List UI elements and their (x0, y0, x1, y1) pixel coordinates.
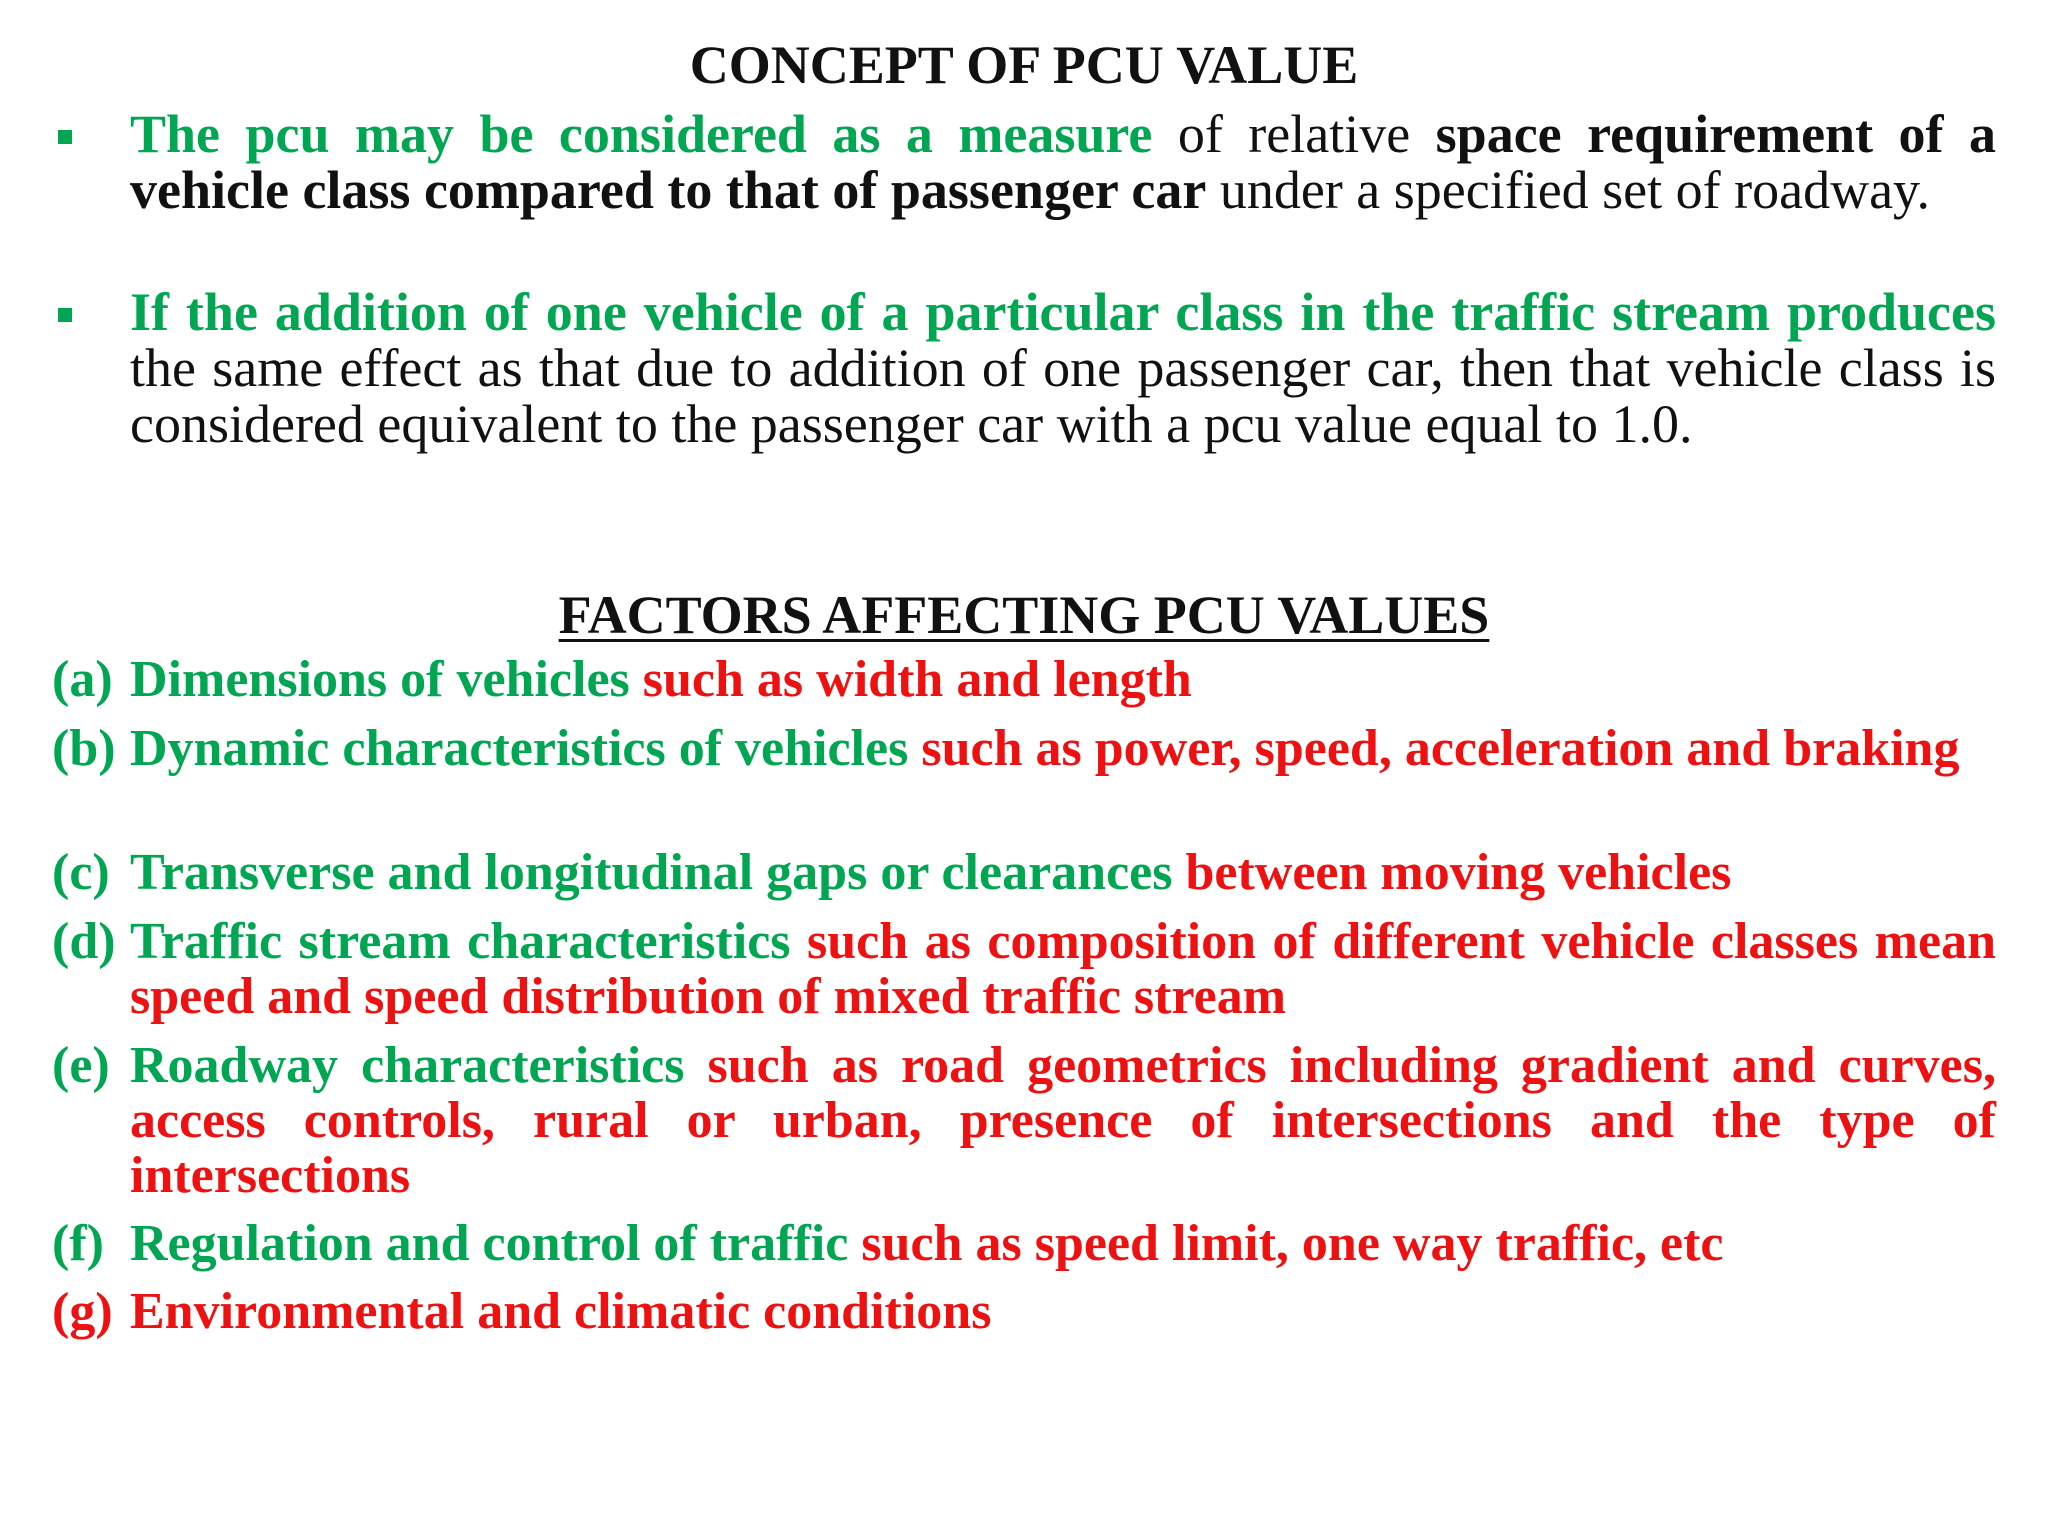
factor-heading: Traffic stream characteristics (130, 913, 791, 970)
factor-heading: Regulation and control of traffic (130, 1215, 849, 1272)
factor-item-a (52, 652, 1996, 707)
bullet-2-green-text: If the addition of one vehicle of a particular class in the traffic stream produces (130, 282, 1996, 342)
factor-heading: Dimensions of vehicles (130, 651, 630, 708)
factor-item-d (52, 914, 1996, 1024)
factor-label: (e) (52, 1037, 110, 1094)
factor-label: (d) (52, 913, 116, 970)
bullet-item-2 (130, 284, 1996, 452)
factor-detail: such as speed limit, one way traffic, etc (848, 1215, 1724, 1272)
factor-item-c (52, 845, 1996, 900)
factor-heading: Transverse and longitudinal gaps or clearances (130, 844, 1173, 901)
factor-item-f (52, 1216, 1996, 1271)
bullet-1-green-text: The pcu may be considered as a measure (130, 104, 1153, 164)
square-bullet-icon (58, 130, 72, 144)
factor-detail: between moving vehicles (1172, 844, 1732, 901)
section-title: FACTORS AFFECTING PCU VALUES (558, 585, 1490, 645)
page-title: CONCEPT OF PCU VALUE (689, 35, 1359, 95)
factor-label: (b) (52, 720, 116, 777)
bullet-item-1 (130, 106, 1996, 218)
square-bullet-icon (58, 308, 72, 322)
factor-detail: such as power, speed, acceleration and braking (908, 720, 1960, 777)
factor-heading: Roadway characteristics (130, 1037, 685, 1094)
factor-label: (f) (52, 1215, 104, 1272)
factor-detail: such as road geometrics including gradient and curves, access controls, rural or urban, presence of intersections and the type of intersections (130, 1037, 1996, 1204)
factor-item-g (52, 1284, 1996, 1339)
factor-item-e (52, 1038, 1996, 1203)
bullet-1-plain-text: of relative (1152, 104, 1436, 164)
bullet-2-plain-text: the same effect as that due to addition of one passenger car, then that vehicle class is considered equivalent to the passenger car with a pcu value equal to 1.0. (130, 338, 1996, 454)
factor-label: (g) (52, 1283, 113, 1340)
factor-heading: Dynamic characteristics of vehicles (130, 720, 909, 777)
factor-detail: Environmental and climatic conditions (130, 1283, 992, 1340)
factor-detail: such as composition of different vehicle classes mean speed and speed distribution of mixed traffic stream (130, 913, 1996, 1025)
factor-detail: such as width and length (629, 651, 1192, 708)
bullet-1-bold-text: space requirement of a vehicle class compared to that of passenger car (130, 104, 1996, 220)
factor-label: (c) (52, 844, 110, 901)
bullet-1-plain-text-end: under a specified set of roadway. (1206, 160, 1931, 220)
factor-label: (a) (52, 651, 113, 708)
factor-item-b (52, 721, 1996, 776)
